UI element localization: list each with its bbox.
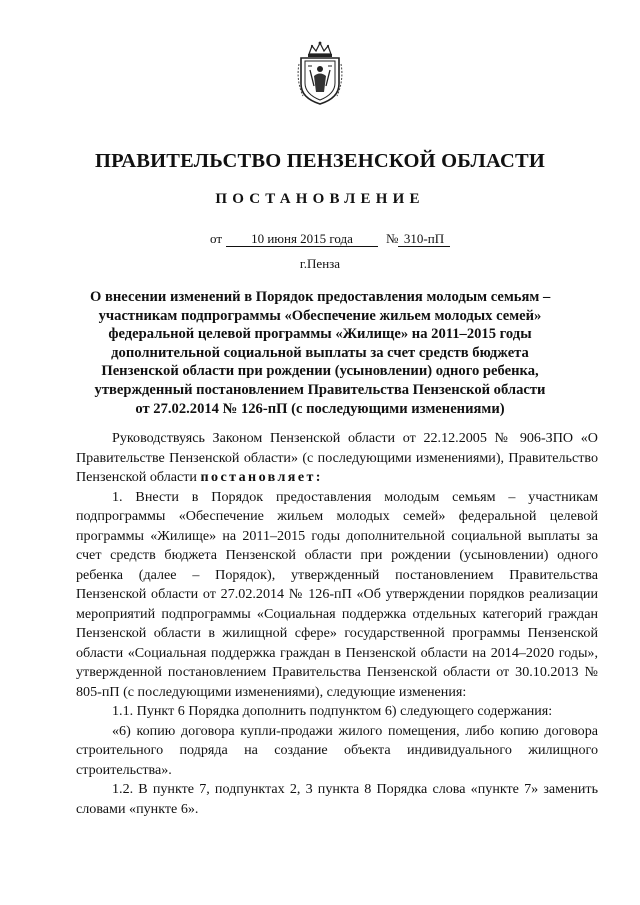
preamble-paragraph [76,429,598,488]
document-type: ПОСТАНОВЛЕНИЕ [215,191,425,207]
paragraph-1-2: 1.2. В пункте 7, подпунктах 2, 3 пункта 8 Порядка слова «пункте 7» заменить словами «пункте 6». [76,781,598,817]
document-subject [90,288,550,418]
document-date: 10 июня 2015 года [226,231,378,247]
subject-line: от 27.02.2014 № 126-пП (с последующими изменениями) [135,400,505,417]
paragraph-1-1: 1.1. Пункт 6 Порядка дополнить подпунктом 6) следующего содержания: [112,703,553,719]
paragraph-1: 1. Внести в Порядок предоставления молодым семьям – участникам подпрограммы «Обеспечение жильем молодых семей» федеральной целевой программы «Жилище» на 2011–2015 годы дополнительной социальной выплаты за счет средств бюджета Пензенской области при рождении (усыновлении) одного ребенка (далее – Порядок), утвержденный постановлением Правительства Пензенской области от 27.02.2014 № 126-пП «Об утверждении порядков реализации мероприятий подпрограммы «Социальная поддержка отдельных категорий граждан Пензенской области в жилищной сфере» государственной программы Пензенской области «Социальная поддержка граждан в Пензенской области на 2014–2020 годы», утвержденной постановлением Правительства Пензенской области от 30.10.2013 № 805-пП (с последующими изменениями), следующие изменения: [76,488,598,700]
city: г.Пенза [299,256,341,271]
subject-line: дополнительной социальной выплаты за счет средств бюджета [111,344,529,361]
date-prefix: от [210,231,223,246]
subject-line: участникам подпрограммы «Обеспечение жильем молодых семей» [98,307,542,324]
subject-line: О внесении изменений в Порядок предоставления молодым семьям – [90,289,551,305]
date-number-line [0,231,640,251]
government-title: ПРАВИТЕЛЬСТВО ПЕНЗЕНСКОЙ ОБЛАСТИ [95,150,545,172]
subject-line: федеральной целевой программы «Жилище» на 2011–2015 годы [108,326,532,343]
document-body [76,429,598,819]
subject-line: утвержденный постановлением Правительства Пензенской области [94,381,546,398]
preamble-text: Руководствуясь Законом Пензенской области от 22.12.2005 № 906-ЗПО «О Правительстве Пензенской области» (с последующими изменениями), Правительство Пензенской области [76,430,598,485]
number-prefix: № [386,231,399,246]
penza-coat-of-arms-icon [295,40,345,106]
subject-line: Пензенской области при рождении (усыновлении) одного ребенка, [101,363,539,380]
paragraph-1-1-quote: «6) копию договора купли-продажи жилого помещения, либо копию договора строительного подряда на создание объекта индивидуального жилищного строительства». [76,722,598,778]
document-number: 310-пП [398,231,450,247]
resolves-word: постановляет: [200,469,323,485]
